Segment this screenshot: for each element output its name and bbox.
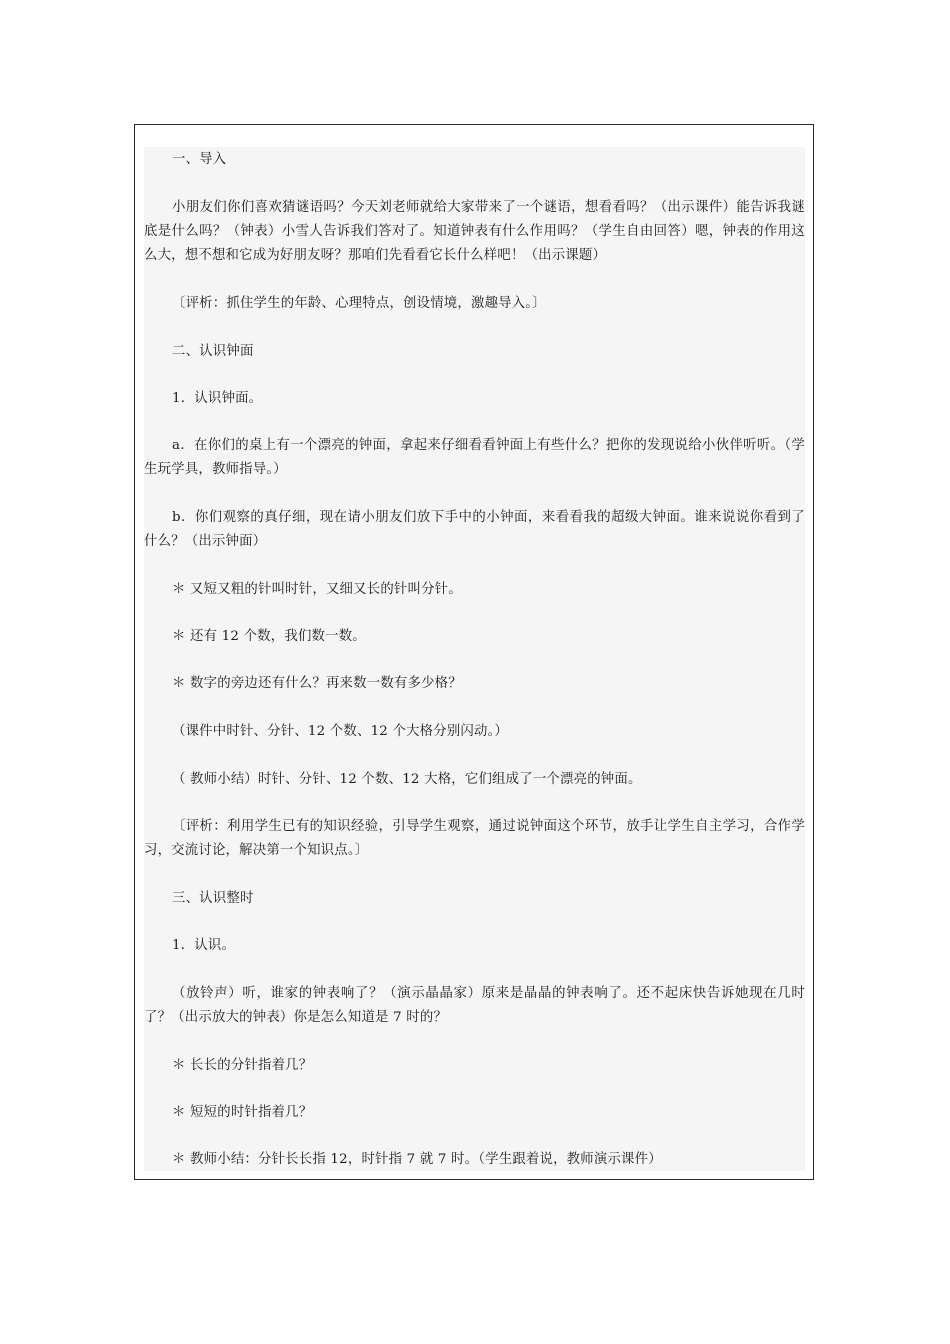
document-frame [134,124,814,1180]
subheading-clock-face: 1．认识钟面。 [172,391,263,406]
bullet-numbers: ＊ 还有 12 个数，我们数一数。 [172,629,366,644]
bullet-teacher-summary: ＊ 教师小结：分针长长指 12，时针指 7 就 7 时。（学生跟着说，教师演示课件） [172,1152,662,1167]
paragraph-teacher-summary: （ 教师小结）时针、分针、12 个数、12 大格，它们组成了一个漂亮的钟面。 [172,772,642,787]
comment-clock-face: 〔评析：利用学生已有的知识经验，引导学生观察，通过说钟面这个环节，放手让学生自主学习，合作学习，交流讨论，解决第一个知识点。〕 [144,819,805,858]
paragraph-step-a: a．在你们的桌上有一个漂亮的钟面，拿起来仔细看看钟面上有些什么？把你的发现说给小伙伴听听。（学生玩学具，教师指导。） [144,438,805,477]
paragraph-step-b: b．你们观察的真仔细，现在请小朋友们放下手中的小钟面，来看看我的超级大钟面。谁来说说你看到了什么？（出示钟面） [144,510,805,549]
bullet-hands: ＊ 又短又粗的针叫时针，又细又长的针叫分针。 [172,582,462,597]
heading-clock-face: 二、认识钟面 [172,344,254,359]
heading-whole-hours: 三、认识整时 [172,891,254,906]
paragraph-courseware-flash: （课件中时针、分针、12 个数、12 个大格分别闪动。） [172,724,509,739]
subheading-recognize: 1．认识。 [172,938,236,953]
document-body [144,147,805,1171]
paragraph-alarm: （放铃声）听，谁家的钟表响了？（演示晶晶家）原来是晶晶的钟表响了。还不起床快告诉她现在几时了？（出示放大的钟表）你是怎么知道是 7 时的？ [144,986,805,1025]
heading-introduction: 一、导入 [172,152,227,167]
paragraph-riddle: 小朋友们你们喜欢猜谜语吗？今天刘老师就给大家带来了一个谜语，想看看吗？（出示课件）能告诉我谜底是什么吗？（钟表）小雪人告诉我们答对了。知道钟表有什么作用吗？（学生自由回答）嗯，钟表的作用这么大，想不想和它成为好朋友呀？那咱们先看看它长什么样吧！（出示课题） [144,200,805,263]
bullet-hour-hand: ＊ 短短的时针指着几？ [172,1105,313,1120]
bullet-minute-hand: ＊ 长长的分针指着几？ [172,1058,313,1073]
comment-introduction: 〔评析：抓住学生的年龄、心理特点，创设情境，激趣导入。〕 [172,296,546,311]
bullet-grids: ＊ 数字的旁边还有什么？再来数一数有多少格？ [172,676,462,691]
